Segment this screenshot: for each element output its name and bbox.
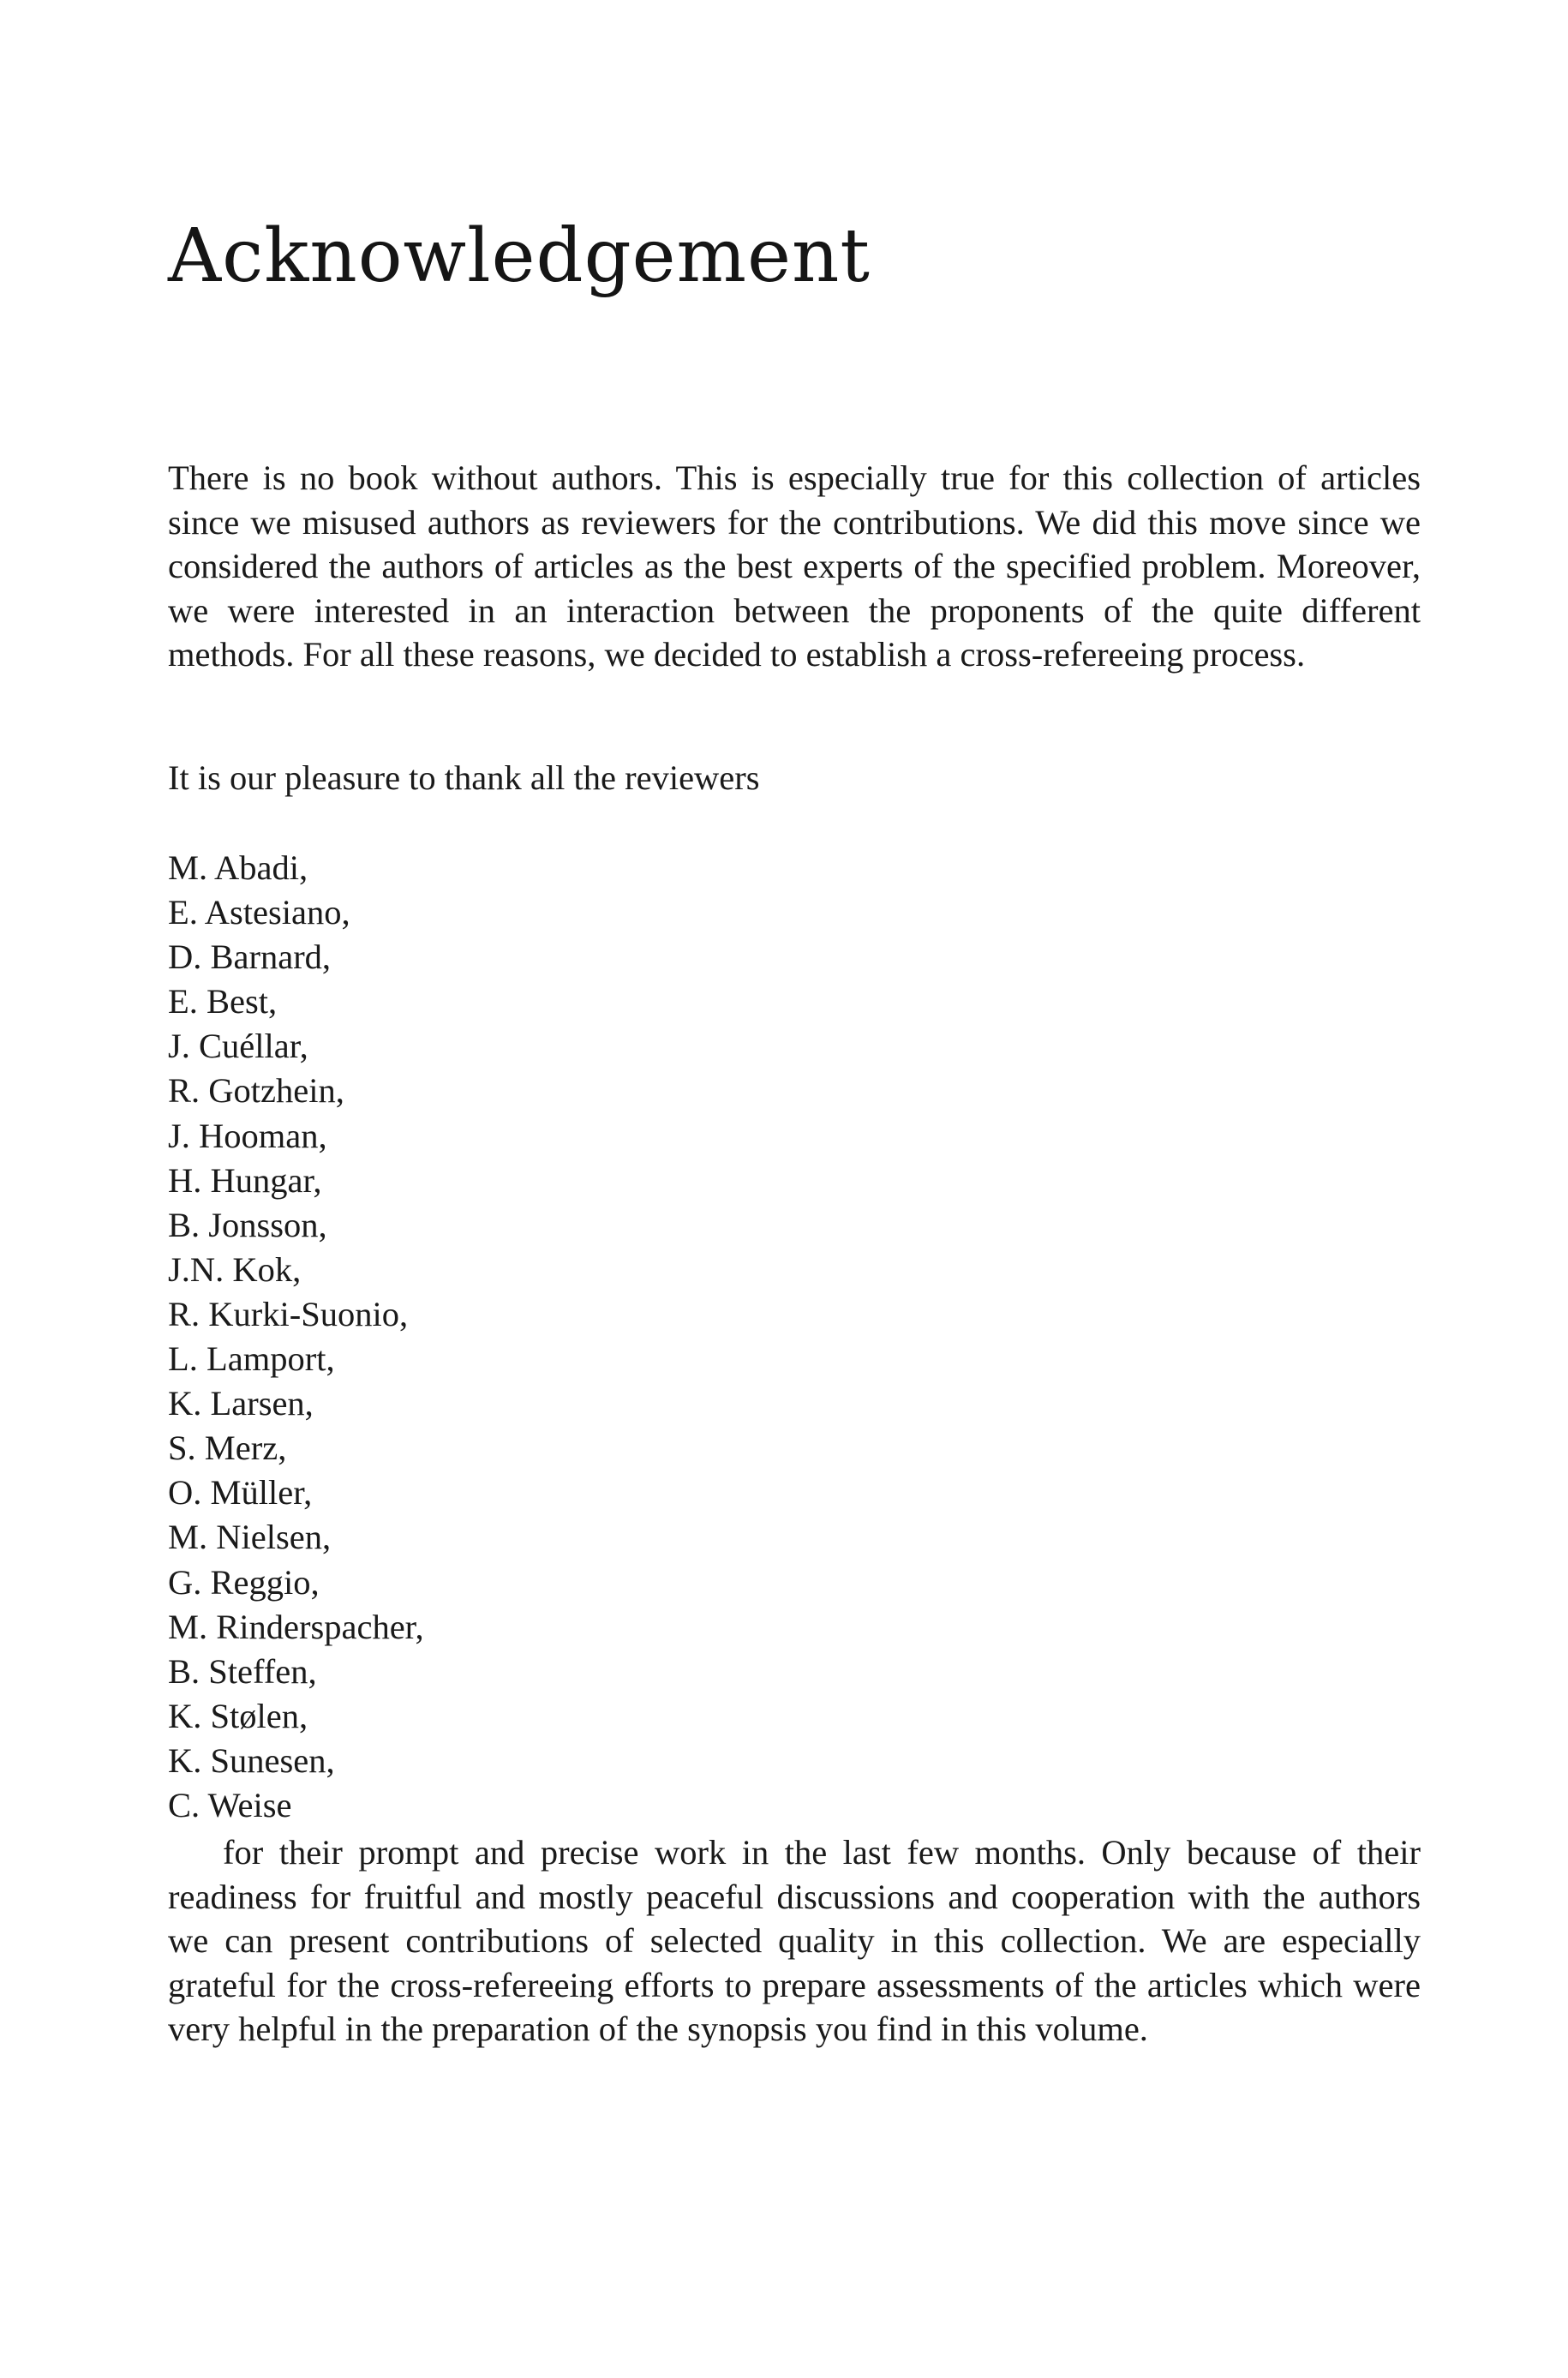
reviewer-name: L. Lamport, xyxy=(168,1339,335,1379)
reviewer-name: M. Abadi, xyxy=(168,848,308,887)
page-title: Acknowledgement xyxy=(168,213,871,299)
reviewer-name: E. Astesiano, xyxy=(168,893,350,932)
reviewer-name: G. Reggio, xyxy=(168,1562,320,1602)
reviewer-list xyxy=(168,846,424,1828)
reviewer-name: M. Rinderspacher, xyxy=(168,1607,424,1646)
reviewer-name: O. Müller, xyxy=(168,1473,313,1512)
intro-paragraph: There is no book without authors. This is especially true for this collection of articles since we misused authors as reviewers for the contributions. We did this move since we considered the authors of articles as the best experts of the specified problem. Moreover, we were interested in an interaction between the proponents of the quite different methods. For all these reasons, we decided to establish a cross-refereeing process. xyxy=(168,458,1421,674)
thanks-intro-paragraph: It is our pleasure to thank all the reviewers xyxy=(168,758,760,797)
reviewer-name: M. Nielsen, xyxy=(168,1518,332,1557)
reviewer-name: K. Stølen, xyxy=(168,1696,308,1735)
reviewer-name: J. Hooman, xyxy=(168,1116,327,1155)
reviewer-name: S. Merz, xyxy=(168,1429,287,1468)
reviewer-name: B. Steffen, xyxy=(168,1651,317,1691)
reviewer-name: R. Gotzhein, xyxy=(168,1071,344,1111)
reviewer-name: J. Cuéllar, xyxy=(168,1027,308,1066)
reviewer-name: B. Jonsson, xyxy=(168,1205,327,1244)
reviewer-name: E. Best, xyxy=(168,982,278,1021)
reviewer-name: H. Hungar, xyxy=(168,1160,322,1200)
reviewer-name: J.N. Kok, xyxy=(168,1249,302,1289)
closing-paragraph: for their prompt and precise work in the last few months. Only because of their readiness for fruitful and mostly peaceful discussions and cooperation with the authors we can present contributions of selected quality in this collection. We are especially grateful for the cross-refereeing efforts to prepare assessments of the articles which were very helpful in the preparation of the synopsis you find in this volume. xyxy=(168,1833,1421,2048)
reviewer-name: D. Barnard, xyxy=(168,937,332,977)
reviewer-name: C. Weise xyxy=(168,1785,292,1824)
reviewer-name: R. Kurki-Suonio, xyxy=(168,1294,409,1333)
reviewer-name: K. Larsen, xyxy=(168,1384,314,1423)
reviewer-name: K. Sunesen, xyxy=(168,1740,335,1780)
